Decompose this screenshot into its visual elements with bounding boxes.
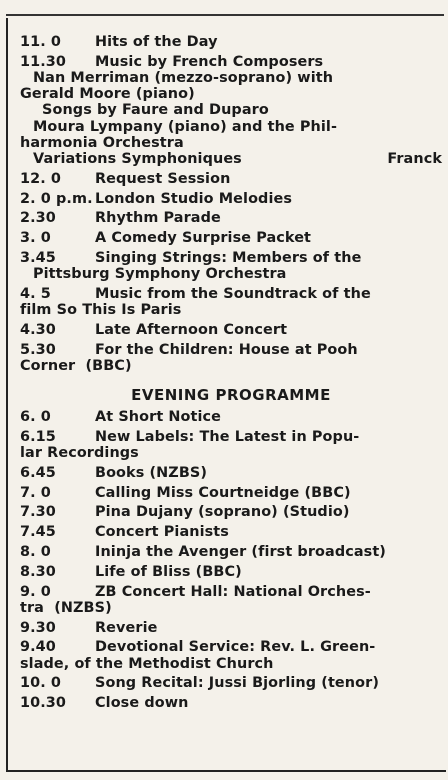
entry-title: Ininja the Avenger (first broadcast) xyxy=(95,543,386,560)
schedule-entry xyxy=(20,342,442,378)
entry-time: 5.30 xyxy=(20,341,56,358)
entry-continuation: Gerald Moore (piano) xyxy=(20,86,195,103)
entry-time: 3. 0 xyxy=(20,230,51,247)
entry-time: 4. 5 xyxy=(20,286,51,302)
schedule-entry xyxy=(20,429,442,465)
work-title: Variations Symphoniques xyxy=(33,151,242,168)
entry-main-line xyxy=(20,564,442,580)
entry-time: 10.30 xyxy=(20,695,67,712)
entry-time: 11.30 xyxy=(20,53,67,70)
entry-continuation: Corner (BBC) xyxy=(20,358,132,374)
entry-main-line xyxy=(20,485,442,501)
entry-time: 10. 0 xyxy=(20,675,62,692)
schedule-entry xyxy=(20,191,442,207)
entry-title: A Comedy Surprise Packet xyxy=(95,230,312,247)
schedule-entry xyxy=(20,250,442,286)
entry-main-line xyxy=(20,191,442,207)
schedule-entry xyxy=(20,485,442,501)
schedule-entry xyxy=(20,286,442,322)
entry-main-line xyxy=(20,171,442,187)
schedule-entry xyxy=(20,322,442,338)
entry-title: For the Children: House at Pooh xyxy=(95,341,358,358)
entry-main-line xyxy=(20,695,442,711)
entry-main-line xyxy=(20,544,442,560)
evening-schedule xyxy=(20,409,442,711)
entry-time: 8.30 xyxy=(20,563,56,580)
schedule-entry xyxy=(20,54,442,171)
entry-title: ZB Concert Hall: National Orches- xyxy=(95,583,371,600)
entry-title: Life of Bliss (BBC) xyxy=(95,563,242,580)
entry-main-line xyxy=(20,465,442,481)
entry-main-line xyxy=(20,342,442,358)
entry-time: 11. 0 xyxy=(20,34,62,50)
entry-main-line xyxy=(20,429,442,445)
schedule-entry xyxy=(20,230,442,246)
entry-continuation: slade, of the Methodist Church xyxy=(20,655,274,672)
entry-title: Music by French Composers xyxy=(95,53,324,70)
entry-title: Rhythm Parade xyxy=(95,210,221,227)
entry-main-line xyxy=(20,286,442,302)
entry-title: New Labels: The Latest in Popu- xyxy=(95,428,360,445)
entry-continuation: Songs by Faure and Duparo xyxy=(42,102,269,119)
entry-time: 7. 0 xyxy=(20,484,51,501)
entry-title: At Short Notice xyxy=(95,409,222,425)
entry-title: Late Afternoon Concert xyxy=(95,322,288,338)
entry-main-line xyxy=(20,675,442,691)
entry-main-line xyxy=(20,250,442,266)
entry-title: Request Session xyxy=(95,170,231,187)
entry-time: 3.45 xyxy=(20,250,56,266)
entry-time: 7.45 xyxy=(20,524,56,541)
entry-continuation: lar Recordings xyxy=(20,445,139,461)
entry-continuation: harmonia Orchestra xyxy=(20,134,184,151)
entry-continuation: Moura Lympany (piano) and the Phil- xyxy=(33,118,338,135)
entry-time: 8. 0 xyxy=(20,543,51,560)
entry-title: Pina Dujany (soprano) (Studio) xyxy=(95,504,350,521)
entry-title: Books (NZBS) xyxy=(95,464,208,481)
entry-continuation: Pittsburg Symphony Orchestra xyxy=(33,266,287,283)
work-composer: Franck xyxy=(387,151,442,168)
schedule-entry xyxy=(20,504,442,520)
entry-time: 9.30 xyxy=(20,619,56,636)
entry-title: Singing Strings: Members of the xyxy=(95,250,362,266)
schedule-entry xyxy=(20,584,442,620)
schedule-entry xyxy=(20,675,442,691)
entry-time: 6. 0 xyxy=(20,409,51,425)
schedule-entry xyxy=(20,34,442,50)
daytime-schedule xyxy=(20,34,442,378)
entry-time: 2. 0 p.m. xyxy=(20,190,93,207)
schedule-entry xyxy=(20,409,442,425)
schedule-entry xyxy=(20,564,442,580)
entry-title: Music from the Soundtrack of the xyxy=(95,286,371,302)
entry-title: Close down xyxy=(95,695,189,712)
entry-main-line xyxy=(20,504,442,520)
schedule-entry xyxy=(20,465,442,481)
entry-work-line xyxy=(20,151,442,167)
schedule-column xyxy=(20,34,442,715)
entry-time: 2.30 xyxy=(20,210,56,227)
entry-main-line xyxy=(20,584,442,600)
schedule-entry xyxy=(20,210,442,226)
entry-time: 6.15 xyxy=(20,428,56,445)
entry-title: Song Recital: Jussi Bjorling (tenor) xyxy=(95,675,379,692)
top-rule xyxy=(6,14,444,16)
schedule-entry xyxy=(20,695,442,711)
entry-main-line xyxy=(20,639,442,655)
schedule-entry xyxy=(20,639,442,675)
schedule-entry xyxy=(20,171,442,187)
entry-title: Hits of the Day xyxy=(95,34,218,50)
entry-continuation: tra (NZBS) xyxy=(20,599,112,616)
schedule-entry xyxy=(20,524,442,540)
entry-main-line xyxy=(20,620,442,636)
entry-title: Reverie xyxy=(95,619,158,636)
entry-title: Calling Miss Courtneidge (BBC) xyxy=(95,484,351,501)
entry-time: 7.30 xyxy=(20,504,56,521)
entry-time: 4.30 xyxy=(20,322,56,338)
evening-heading: EVENING PROGRAMME xyxy=(131,385,331,404)
schedule-entry xyxy=(20,620,442,636)
entry-main-line xyxy=(20,210,442,226)
entry-time: 9.40 xyxy=(20,639,56,656)
entry-title: London Studio Melodies xyxy=(95,190,293,207)
entry-time: 6.45 xyxy=(20,464,56,481)
entry-main-line xyxy=(20,322,442,338)
entry-main-line xyxy=(20,524,442,540)
entry-continuation: Nan Merriman (mezzo-soprano) with xyxy=(33,70,334,86)
entry-title: Devotional Service: Rev. L. Green- xyxy=(95,639,376,656)
schedule-entry xyxy=(20,544,442,560)
entry-main-line xyxy=(20,409,442,425)
entry-time: 9. 0 xyxy=(20,583,51,600)
entry-continuation: film So This Is Paris xyxy=(20,302,182,319)
entry-main-line xyxy=(20,230,442,246)
entry-title: Concert Pianists xyxy=(95,524,229,541)
entry-time: 12. 0 xyxy=(20,170,62,187)
entry-main-line xyxy=(20,54,442,70)
entry-main-line xyxy=(20,34,442,50)
